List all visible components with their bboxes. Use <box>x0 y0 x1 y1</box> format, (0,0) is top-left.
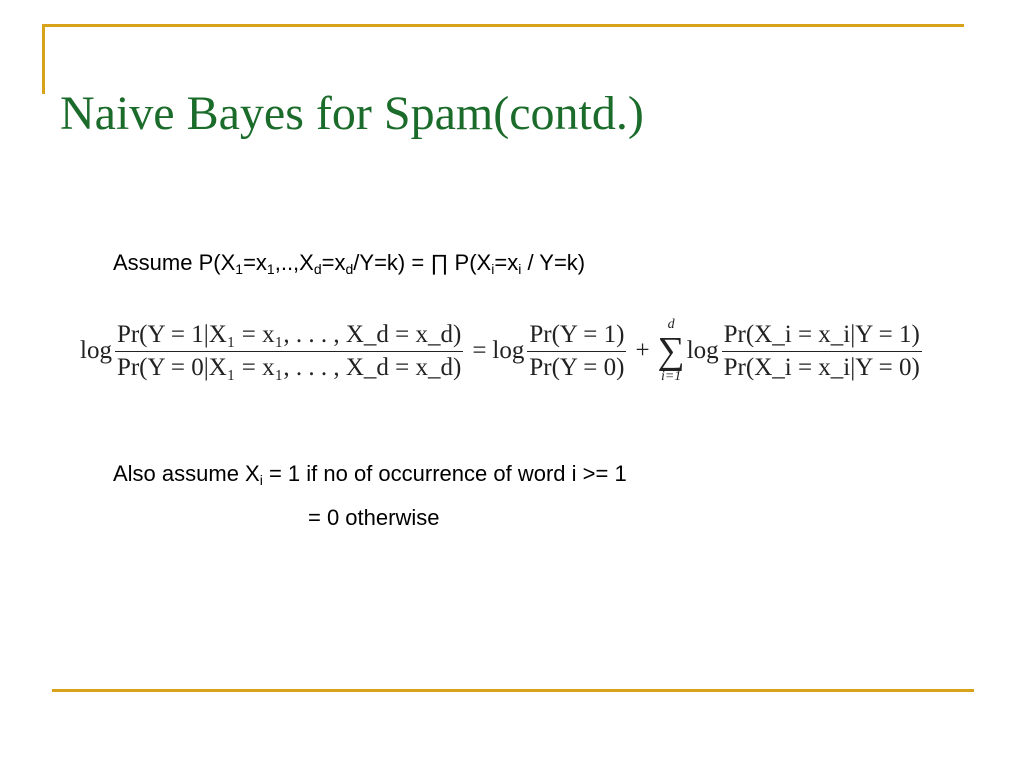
prior-fraction <box>527 321 626 382</box>
formula-log: log <box>80 337 112 364</box>
formula-log: log <box>492 337 525 364</box>
accent-rule-top <box>42 24 964 27</box>
prior-denominator: Pr(Y = 0) <box>527 351 626 382</box>
otherwise-text: = 0 otherwise <box>308 505 440 530</box>
likelihood-fraction <box>722 321 922 382</box>
lhs-fraction <box>115 321 463 382</box>
prior-numerator: Pr(Y = 1) <box>529 320 625 348</box>
summation <box>658 318 685 384</box>
log-odds-formula <box>80 318 925 384</box>
sum-lower-limit: i=1 <box>660 369 682 384</box>
accent-rule-bottom <box>52 689 974 692</box>
sigma-symbol: ∑ <box>657 330 685 372</box>
accent-rule-left <box>42 24 45 94</box>
plus-sign: + <box>635 337 650 364</box>
formula-log: log <box>686 337 719 364</box>
binary-feature-text: Also assume $X_i = 1$ if no of occurrence of word i >= 1 <box>113 461 627 488</box>
slide-title: Naive Bayes for Spam(contd.) <box>60 87 644 140</box>
likelihood-numerator: Pr(X_i = x_i|Y = 1) <box>723 320 920 348</box>
equals-sign: = <box>472 337 487 364</box>
lhs-numerator: Pr(Y = 1|X₁ = x₁, . . . , X_d = x_d) <box>116 320 462 348</box>
lhs-denominator: Pr(Y = 0|X₁ = x₁, . . . , X_d = x_d) <box>115 351 463 382</box>
sum-upper-limit: d <box>667 317 675 332</box>
likelihood-denominator: Pr(X_i = x_i|Y = 0) <box>722 351 922 382</box>
assumption-text: Assume $P(X_1=x_1,..,X_d=x_d/Y=k)$ = ∏ $P(X_i=x_i / Y=k)$ <box>113 250 586 277</box>
